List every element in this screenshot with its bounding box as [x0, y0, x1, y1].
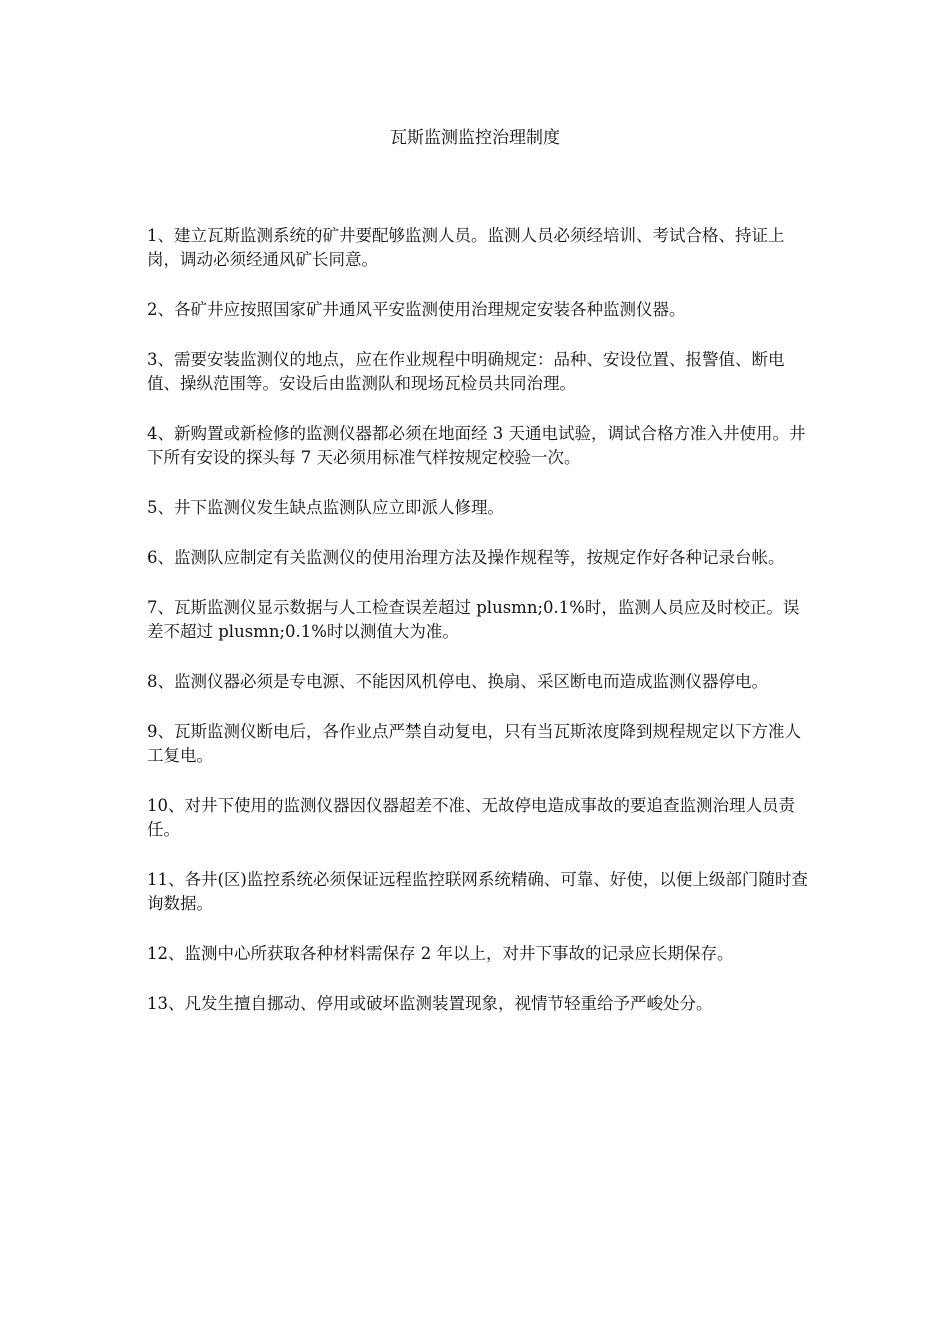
rules-list: [147, 224, 809, 1042]
rule-item: 13、凡发生擅自挪动、停用或破坏监测装置现象，视情节轻重给予严峻处分。: [147, 994, 713, 1013]
rule-item: 9、瓦斯监测仪断电后，各作业点严禁自动复电，只有当瓦斯浓度降到规程规定以下方准人工复电。: [147, 722, 801, 765]
rule-item: 11、各井(区)监控系统必须保证远程监控联网系统精确、可靠、好使，以便上级部门随时查询数据。: [147, 870, 808, 913]
rule-item: 1、建立瓦斯监测系统的矿井要配够监测人员。监测人员必须经培训、考试合格、持证上岗，调动必须经通风矿长同意。: [147, 226, 785, 269]
rule-item: 8、监测仪器必须是专电源、不能因风机停电、换扇、采区断电而造成监测仪器停电。: [147, 672, 768, 691]
rule-item: 4、新购置或新检修的监测仪器都必须在地面经 3 天通电试验，调试合格方准入井使用。井下所有安设的探头每 7 天必须用标准气样按规定校验一次。: [147, 424, 806, 467]
rule-item: 6、监测队应制定有关监测仪的使用治理方法及操作规程等，按规定作好各种记录台帐。: [147, 548, 785, 567]
rule-item: 7、瓦斯监测仪显示数据与人工检查误差超过 plusmn;0.1%时，监测人员应及时校正。误差不超过 plusmn;0.1%时以测值大为准。: [147, 598, 800, 641]
rule-item: 2、各矿井应按照国家矿井通风平安监测使用治理规定安装各种监测仪器。: [147, 300, 686, 319]
rule-item: 3、需要安装监测仪的地点，应在作业规程中明确规定：品种、安设位置、报警值、断电值、操纵范围等。安设后由监测队和现场瓦检员共同治理。: [147, 350, 785, 393]
rule-item: 10、对井下使用的监测仪器因仪器超差不准、无故停电造成事故的要追查监测治理人员责任。: [147, 796, 795, 839]
document-title: 瓦斯监测监控治理制度: [390, 128, 560, 148]
rule-item: 5、井下监测仪发生缺点监测队应立即派人修理。: [147, 498, 504, 517]
rule-item: 12、监测中心所获取各种材料需保存 2 年以上，对井下事故的记录应长期保存。: [147, 944, 734, 963]
